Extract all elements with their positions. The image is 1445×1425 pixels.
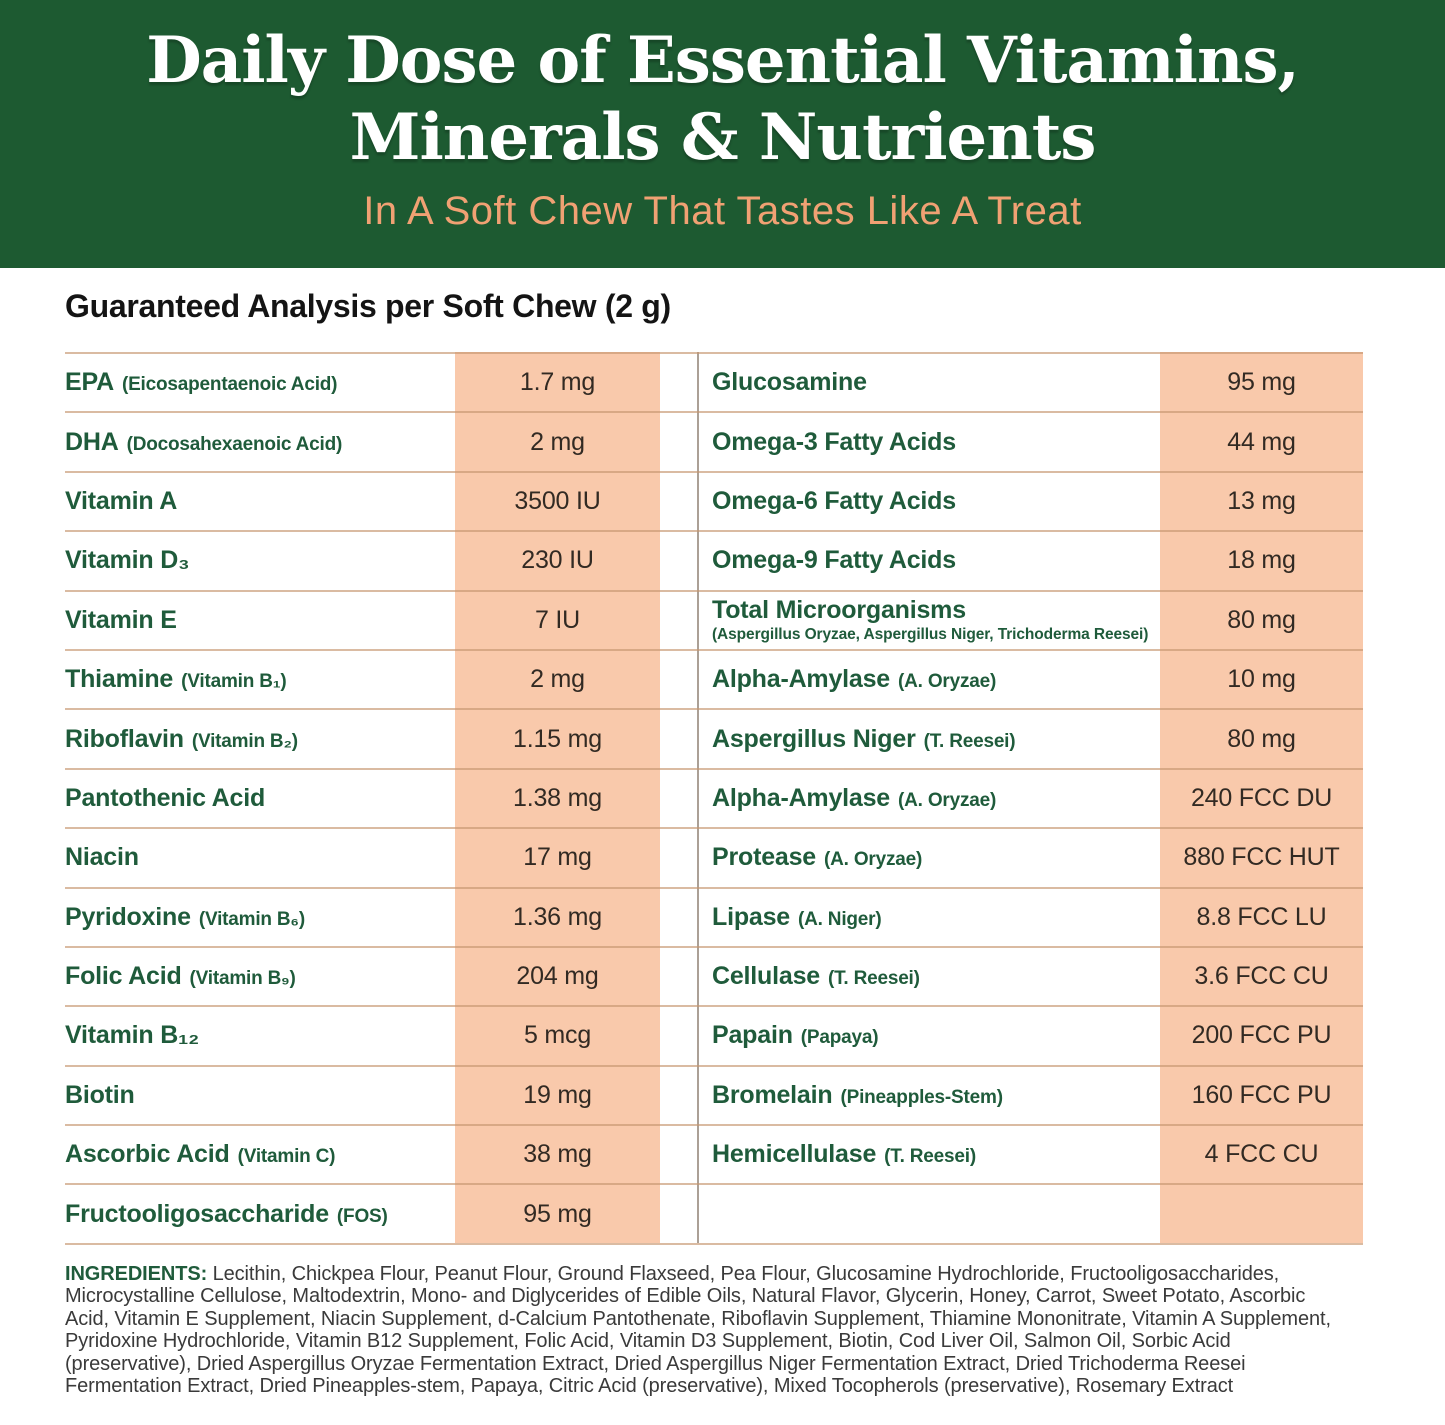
nutrient-name-line <box>65 1200 449 1229</box>
nutrient-value-cell <box>455 1126 660 1183</box>
nutrient-name: Protease <box>712 843 817 872</box>
nutrient-value-cell <box>1160 710 1363 767</box>
nutrient-name-line <box>712 596 1154 625</box>
nutrient-name-line <box>712 487 1154 516</box>
column-gap <box>660 770 699 827</box>
nutrient-value: 160 FCC PU <box>1191 1080 1332 1109</box>
column-gap <box>660 710 699 767</box>
nutrient-value-cell <box>1160 592 1363 649</box>
nutrient-name-cell <box>699 1007 1160 1064</box>
nutrient-note: (Vitamin B₂) <box>191 730 298 752</box>
nutrient-name: Ascorbic Acid <box>65 1140 230 1169</box>
nutrient-note: (Vitamin B₆) <box>198 908 305 930</box>
nutrient-value: 95 mg <box>1227 368 1296 397</box>
nutrient-value-cell <box>1160 829 1363 886</box>
nutrient-value-cell <box>455 592 660 649</box>
nutrient-name: Alpha-Amylase <box>712 783 891 812</box>
nutrient-value: 19 mg <box>523 1080 592 1109</box>
nutrient-name: Niacin <box>65 843 139 872</box>
table-row <box>65 946 1363 1005</box>
nutrient-value: 7 IU <box>534 605 581 634</box>
nutrient-name-cell <box>699 473 1160 530</box>
nutrient-value: 204 mg <box>516 962 599 991</box>
nutrient-value: 880 FCC HUT <box>1183 843 1340 872</box>
nutrient-name: Omega-6 Fatty Acids <box>712 486 956 515</box>
nutrient-name: Papain <box>712 1021 793 1050</box>
column-gap <box>660 651 699 708</box>
nutrient-name-cell <box>699 1185 1160 1242</box>
nutrient-name: Vitamin E <box>65 605 177 634</box>
nutrient-value-cell <box>455 1067 660 1124</box>
table-row <box>65 471 1363 530</box>
column-gap <box>660 354 699 411</box>
nutrient-value-cell <box>1160 651 1363 708</box>
nutrient-name: EPA <box>65 368 114 397</box>
nutrient-name-cell <box>65 829 455 886</box>
nutrient-name: DHA <box>65 427 119 456</box>
ingredients-label: INGREDIENTS: <box>65 1263 208 1285</box>
nutrient-value-cell <box>455 1007 660 1064</box>
nutrient-value: 1.7 mg <box>519 368 596 397</box>
nutrient-name-line <box>65 428 449 457</box>
nutrient-name-cell <box>699 1067 1160 1124</box>
nutrient-name: Alpha-Amylase <box>712 665 891 694</box>
nutrient-name-cell <box>65 473 455 530</box>
table-row <box>65 1005 1363 1064</box>
table-row <box>65 649 1363 708</box>
nutrient-value-cell <box>455 413 660 470</box>
nutrient-value: 3.6 FCC CU <box>1194 962 1329 991</box>
nutrient-value-cell <box>455 354 660 411</box>
nutrient-note: (Papaya) <box>800 1027 879 1049</box>
nutrient-value: 18 mg <box>1227 546 1296 575</box>
nutrient-name: Vitamin A <box>65 486 178 515</box>
nutrient-name-cell <box>65 710 455 767</box>
nutrient-name: Bromelain <box>712 1080 833 1109</box>
table-row <box>65 590 1363 649</box>
table-row <box>65 1183 1363 1242</box>
nutrient-name-line <box>65 487 449 516</box>
nutrient-value: 80 mg <box>1227 724 1296 753</box>
nutrient-value-cell <box>455 829 660 886</box>
nutrient-value: 200 FCC PU <box>1191 1021 1332 1050</box>
nutrient-name-line <box>65 665 449 694</box>
nutrient-note: (Vitamin C) <box>237 1146 336 1168</box>
nutrient-name-cell <box>65 651 455 708</box>
nutrient-value-cell <box>455 1185 660 1242</box>
nutrient-value: 8.8 FCC LU <box>1196 902 1327 931</box>
table-row <box>65 1065 1363 1124</box>
nutrient-name: Fructooligosaccharide <box>65 1199 329 1228</box>
nutrient-value: 38 mg <box>523 1140 592 1169</box>
nutrient-note: (FOS) <box>336 1205 388 1227</box>
nutrient-name-line <box>712 1081 1154 1110</box>
nutrient-value-cell <box>1160 1185 1363 1242</box>
nutrient-name-line <box>65 368 449 397</box>
nutrient-name-line <box>712 903 1154 932</box>
nutrient-note: (Vitamin B₁) <box>181 671 287 693</box>
column-gap <box>660 1067 699 1124</box>
nutrient-value-cell <box>455 532 660 589</box>
nutrient-value: 2 mg <box>530 427 585 456</box>
nutrient-note: (Docosahexaenoic Acid) <box>126 433 343 455</box>
nutrient-name-cell <box>65 592 455 649</box>
nutrient-name-line <box>65 725 449 754</box>
nutrient-name-cell <box>699 354 1160 411</box>
nutrient-value-cell <box>1160 948 1363 1005</box>
nutrient-value-cell <box>1160 413 1363 470</box>
nutrient-name-line <box>712 665 1154 694</box>
nutrient-value-cell <box>1160 770 1363 827</box>
nutrient-name-line <box>65 843 449 872</box>
nutrient-name-line <box>712 428 1154 457</box>
nutrient-name-line <box>65 546 449 575</box>
nutrient-value: 13 mg <box>1227 486 1296 515</box>
table-row <box>65 1124 1363 1183</box>
nutrient-name-line <box>712 1140 1154 1169</box>
nutrient-value-cell <box>455 710 660 767</box>
nutrient-note: (T. Reesei) <box>827 968 920 990</box>
page-subtitle: In A Soft Chew That Tastes Like A Treat <box>363 189 1082 233</box>
nutrient-name: Cellulase <box>712 962 820 991</box>
nutrient-value: 4 FCC CU <box>1204 1140 1319 1169</box>
nutrient-name-line <box>65 962 449 991</box>
nutrient-name-line <box>712 368 1154 397</box>
nutrient-note: (T. Reesei) <box>884 1146 976 1168</box>
nutrient-name: Folic Acid <box>65 962 182 991</box>
table-row <box>65 411 1363 470</box>
nutrient-value: 80 mg <box>1227 605 1296 634</box>
column-gap <box>660 1126 699 1183</box>
nutrient-name-line <box>65 903 449 932</box>
nutrient-name: Pantothenic Acid <box>65 783 266 812</box>
nutrient-name: Thiamine <box>65 665 174 694</box>
nutrient-name-cell <box>65 1067 455 1124</box>
nutrient-name-cell <box>699 651 1160 708</box>
nutrient-name-cell <box>65 1126 455 1183</box>
nutrient-value: 95 mg <box>523 1199 592 1228</box>
nutrient-name-line <box>712 725 1154 754</box>
nutrient-name: Omega-9 Fatty Acids <box>712 546 956 575</box>
nutrient-value: 17 mg <box>523 843 592 872</box>
nutrient-value-cell <box>455 948 660 1005</box>
nutrient-value-cell <box>1160 354 1363 411</box>
column-gap <box>660 592 699 649</box>
nutrient-note: (A. Oryzae) <box>898 789 997 811</box>
nutrient-value: 240 FCC DU <box>1190 783 1333 812</box>
nutrient-value-cell <box>1160 1007 1363 1064</box>
nutrient-name-line <box>712 962 1154 991</box>
nutrient-name-cell <box>65 354 455 411</box>
nutrient-name: Glucosamine <box>712 368 867 397</box>
nutrient-name-cell <box>699 710 1160 767</box>
nutrient-note: (T. Reesei) <box>923 730 1016 752</box>
nutrient-value: 44 mg <box>1227 427 1296 456</box>
nutrient-value: 3500 IU <box>514 486 601 515</box>
nutrient-name-line <box>65 1140 449 1169</box>
nutrient-value-cell <box>455 651 660 708</box>
column-gap <box>660 948 699 1005</box>
nutrient-value-cell <box>1160 532 1363 589</box>
nutrient-name-line <box>712 1021 1154 1050</box>
title-line-2: Minerals & Nutrients <box>349 100 1096 175</box>
nutrient-name-cell <box>699 532 1160 589</box>
ingredients-text: Lecithin, Chickpea Flour, Peanut Flour, Ground Flaxseed, Pea Flour, Glucosamine Hydrochloride, Fructooligosaccharides, Microcystalline Cellulose, Maltodextrin, Mono- and Diglycerides of Edible Oils, Natural Flavor, Glycerin, Honey, Carrot, Sweet Potato, Ascorbic Acid, Vitamin E Supplement, Niacin Supplement, d-Calcium Pantothenate, Riboflavin Supplement, Thiamine Mononitrate, Vitamin A Supplement, Pyridoxine Hydrochloride, Vitamin B12 Supplement, Folic Acid, Vitamin D3 Supplement, Biotin, Cod Liver Oil, Salmon Oil, Sorbic Acid (preservative), Dried Aspergillus Oryzae Fermentation Extract, Dried Aspergillus Niger Fermentation Extract, Dried Trichoderma Reesei Fermentation Extract, Dried Pineapples-stem, Papaya, Citric Acid (preservative), Mixed Tocopherols (preservative), Rosemary Extract <box>65 1263 1331 1398</box>
nutrient-value-cell <box>1160 473 1363 530</box>
nutrient-name: Omega-3 Fatty Acids <box>712 427 956 456</box>
nutrient-note: (A. Oryzae) <box>824 849 923 871</box>
table-row <box>65 530 1363 589</box>
table-row <box>65 708 1363 767</box>
nutrient-name-line <box>712 546 1154 575</box>
nutrient-value-cell <box>455 473 660 530</box>
nutrient-name: Hemicellulase <box>712 1140 877 1169</box>
nutrient-name-cell <box>65 1185 455 1242</box>
nutrient-note: (A. Niger) <box>798 908 882 930</box>
nutrient-name: Total Microorganisms <box>712 596 966 625</box>
guaranteed-analysis-table <box>65 352 1363 1245</box>
nutrient-name-cell <box>65 889 455 946</box>
table-row <box>65 352 1363 411</box>
nutrient-value: 5 mcg <box>523 1021 592 1050</box>
nutrient-name: Aspergillus Niger <box>712 724 916 753</box>
nutrient-note: (Vitamin B₉) <box>189 968 296 990</box>
nutrient-value: 1.38 mg <box>513 783 602 812</box>
nutrient-name-line <box>712 843 1154 872</box>
nutrient-value: 2 mg <box>530 665 585 694</box>
nutrient-name-line <box>65 606 449 635</box>
nutrient-name-line <box>65 784 449 813</box>
nutrient-subnote: (Aspergillus Oryzae, Aspergillus Niger, Trichoderma Reesei) <box>712 626 1149 644</box>
column-gap <box>660 829 699 886</box>
nutrient-name: Lipase <box>712 902 790 931</box>
nutrient-name: Pyridoxine <box>65 902 191 931</box>
nutrient-value-cell <box>455 770 660 827</box>
nutrient-name-cell <box>699 592 1160 649</box>
nutrient-name-line <box>712 784 1154 813</box>
nutrient-name-cell <box>699 889 1160 946</box>
nutrient-note: (Pineapples-Stem) <box>840 1086 1003 1108</box>
nutrient-name-cell <box>65 413 455 470</box>
nutrient-name-line <box>65 1081 449 1110</box>
table-row <box>65 827 1363 886</box>
nutrient-note: (A. Oryzae) <box>898 671 997 693</box>
column-gap <box>660 1185 699 1242</box>
nutrient-value: 10 mg <box>1227 665 1296 694</box>
nutrient-value-cell <box>455 889 660 946</box>
nutrient-value: 230 IU <box>521 546 594 575</box>
nutrient-name-cell <box>65 1007 455 1064</box>
nutrient-name-cell <box>699 1126 1160 1183</box>
nutrient-name-cell <box>65 948 455 1005</box>
nutrient-name: Vitamin B₁₂ <box>65 1021 200 1050</box>
title-line-1: Daily Dose of Essential Vitamins, <box>146 23 1299 98</box>
column-gap <box>660 473 699 530</box>
nutrient-name: Vitamin D₃ <box>65 546 190 575</box>
nutrient-value-cell <box>1160 1067 1363 1124</box>
nutrient-name-cell <box>65 532 455 589</box>
header-banner <box>0 0 1445 268</box>
nutrient-value-cell <box>1160 1126 1363 1183</box>
nutrient-name-line <box>65 1021 449 1050</box>
nutrient-name-cell <box>699 829 1160 886</box>
nutrient-name-cell <box>65 770 455 827</box>
ingredients-paragraph <box>65 1263 1335 1397</box>
nutrient-value: 1.15 mg <box>513 724 602 753</box>
nutrient-name: Biotin <box>65 1080 135 1109</box>
nutrient-value-cell <box>1160 889 1363 946</box>
page-title <box>0 0 1445 176</box>
table-row <box>65 768 1363 827</box>
nutrient-value: 1.36 mg <box>513 902 602 931</box>
nutrient-name-cell <box>699 413 1160 470</box>
nutrient-note: (Eicosapentaenoic Acid) <box>121 374 338 396</box>
analysis-heading: Guaranteed Analysis per Soft Chew (2 g) <box>65 288 671 324</box>
table-row <box>65 887 1363 946</box>
nutrient-name: Riboflavin <box>65 724 184 753</box>
column-gap <box>660 413 699 470</box>
nutrient-name-cell <box>699 770 1160 827</box>
column-gap <box>660 889 699 946</box>
column-gap <box>660 1007 699 1064</box>
table-rows <box>65 352 1363 1243</box>
column-gap <box>660 532 699 589</box>
nutrient-name-cell <box>699 948 1160 1005</box>
